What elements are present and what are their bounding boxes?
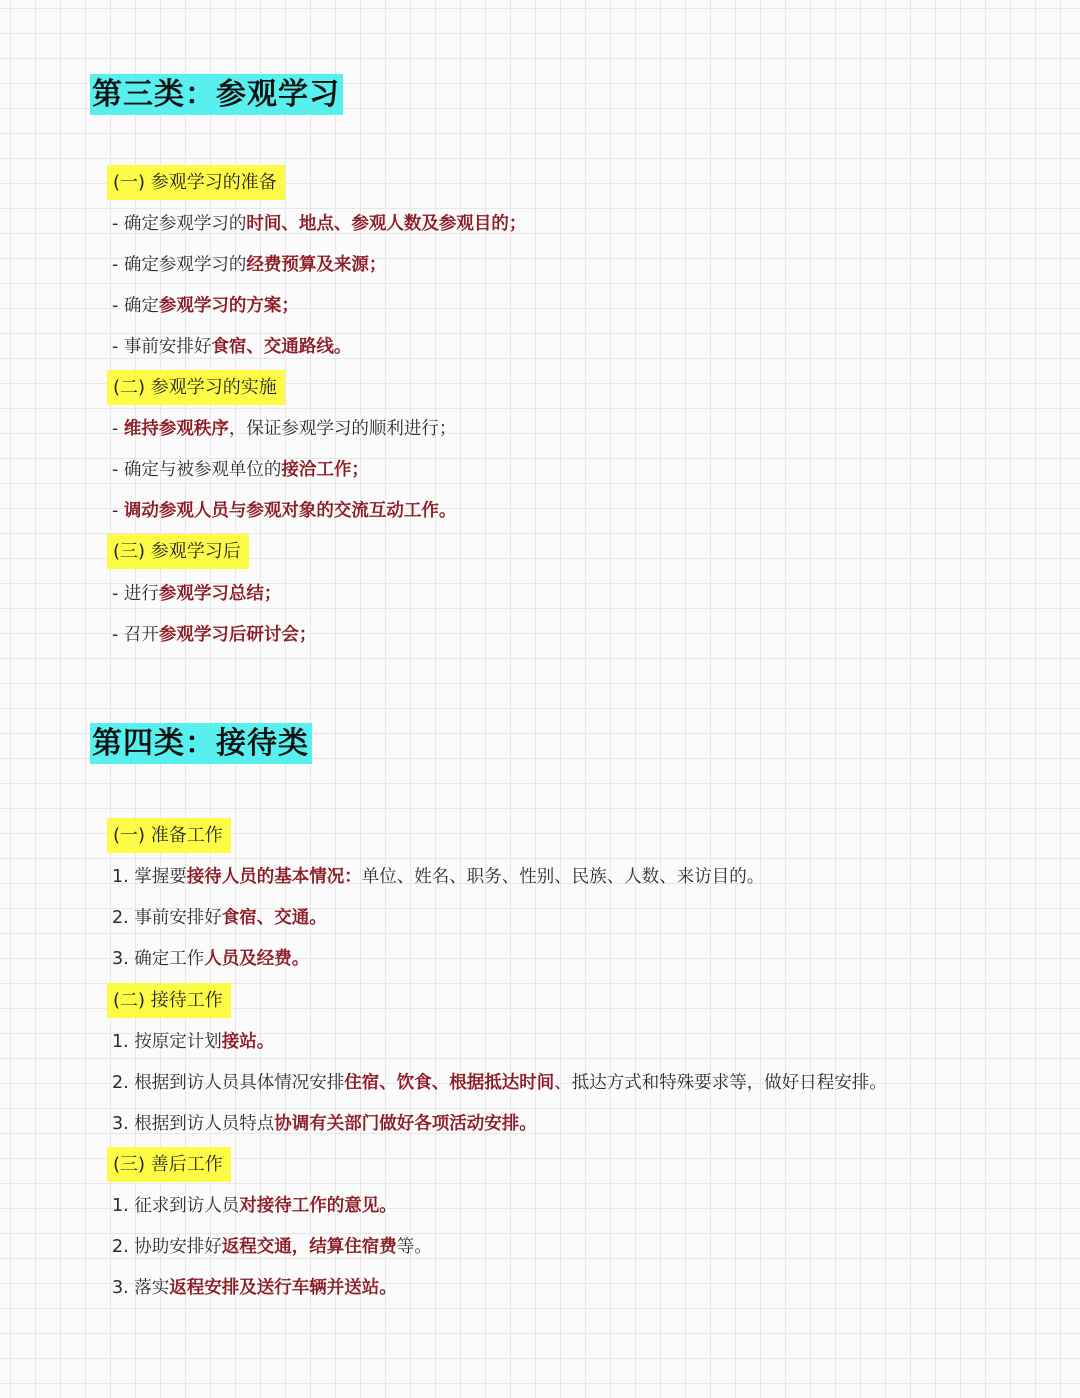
list-item: - 事前安排好食宿、交通路线。 [112,337,352,357]
list-item: 1. 按原定计划接站。 [112,1032,275,1052]
section-4-subheading-3: (三) 善后工作 [107,1147,231,1182]
list-item: - 进行参观学习总结； [112,584,282,604]
list-item: 3. 确定工作人员及经费。 [112,949,310,969]
list-item: 3. 根据到访人员特点协调有关部门做好各项活动安排。 [112,1114,537,1134]
list-item: 2. 事前安排好食宿、交通。 [112,908,327,928]
list-item: 2. 协助安排好返程交通，结算住宿费等。 [112,1237,432,1257]
section-3-subheading-1: (一) 参观学习的准备 [107,165,285,200]
list-item: 3. 落实返程安排及送行车辆并送站。 [112,1278,397,1298]
section-3-subheading-3: (三) 参观学习后 [107,534,249,569]
section-3-title: 第三类：参观学习 [90,74,343,115]
list-item: - 召开参观学习后研讨会； [112,625,317,645]
list-item: - 确定与被参观单位的接洽工作； [112,460,369,480]
list-item: - 确定参观学习的经费预算及来源； [112,255,387,275]
list-item: 2. 根据到访人员具体情况安排住宿、饮食、根据抵达时间、抵达方式和特殊要求等，做好日程安排。 [112,1073,887,1093]
list-item: - 维持参观秩序，保证参观学习的顺利进行； [112,419,457,439]
section-4-title: 第四类：接待类 [90,723,312,764]
list-item: 1. 掌握要接待人员的基本情况：单位、姓名、职务、性别、民族、人数、来访目的。 [112,867,765,887]
section-4-subheading-1: (一) 准备工作 [107,818,231,853]
list-item: - 确定参观学习的方案； [112,296,299,316]
list-item: - 确定参观学习的时间、地点、参观人数及参观目的； [112,214,527,234]
section-4-subheading-2: (二) 接待工作 [107,983,231,1018]
section-3-subheading-2: (二) 参观学习的实施 [107,370,285,405]
list-item: 1. 征求到访人员对接待工作的意见。 [112,1196,397,1216]
list-item: - 调动参观人员与参观对象的交流互动工作。 [112,501,457,521]
